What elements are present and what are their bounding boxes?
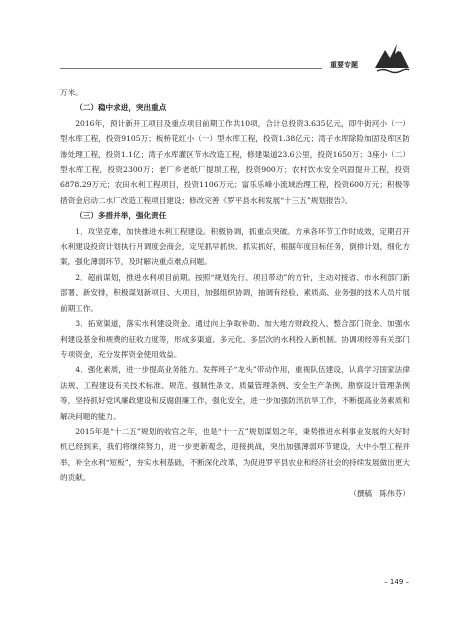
section-heading-2: （二）稳中求进，突出重点 — [75, 103, 167, 113]
section-label: 重要专题 — [330, 61, 358, 69]
paragraph-point-3: 3．拓宽渠道，落实水利建设资金。通过向上争取补助、加大地方财政投入、整合部门资金、加强水利建设基金和规费的征收力度等，形成多渠道、多元化、多层次的水利投入新机制。协调项经等有关部门专项资金，充分发挥资金使用效益。 — [60, 319, 410, 359]
paragraph-continued: 万米。 — [60, 88, 83, 97]
article-body — [60, 85, 410, 501]
paragraph-point-2: 2．超前谋划，推进水利项目前期。按照“规划先行、项目带动”的方针，主动对接省、市水利部门新部署、新安排，积极谋划新项目、大项目，加强组织协调，抽调有经验、素质高、业务强的技术人员片展前期工作。 — [60, 272, 410, 313]
header-rule — [60, 68, 322, 69]
paragraph-point-4: 4．强化素质，进一步提高业务能力。发挥班子“龙头”带动作用，重视队伍建设，认真学习国家法律法规、工程建设有关技术标准、规范、强制性条文、质量管理条例、安全生产条例、勘察设计管理条例等，坚持抓好党风廉政建设和反腐倡廉工作，强化安全，进一步加强防汛抗旱工作，不断提高业务素质和解决问题的能力。 — [60, 365, 410, 421]
paragraph-projects: 2016年，预计新开工项目及重点项目前期工作共10项，合计总投资3.635亿元，即牛街河小（一）型水库工程，投资9105万；板桥花红小（一）型水库工程，投资1.38亿元；湾子水库除险加固及库区防渗处理工程，投资1.1亿；湾子水库灌区节水改造工程，修建渠道23.6公里，投资1650万；3座小（二）型水库工程，投资2300万；老厂乡老纸厂提坝工程，投资900万；农村饮水安全巩固提升工程，投资6878.29万元；农田水利工程项目，投资1106万元；富乐乐峰小流域治理工程，投资600万元；积极等措资金启动二水厂改造工程项目建设；修改完善《罗平县水利发展“十三五”规划报告》。 — [60, 118, 410, 205]
mountain-water-emblem-icon — [373, 38, 411, 74]
author-signature: （撰稿 陈伟芬） — [349, 488, 410, 498]
page-number: – 149 – — [384, 578, 409, 586]
paragraph-point-1: 1．攻坚克难，加快推进水利工程建设。积极协调，抓重点突破。方承各环节工作时成效，定期召开水利建设投资计划执行月调度会商会，定见抓早抓快、抓实抓好，根据年度目标任务，倒排计划，细化方案，强化薄弱环节，及时解决重点难点问题。 — [60, 226, 410, 267]
section-heading-3: （三）多措并举，强化责任 — [75, 211, 167, 221]
page-header — [0, 38, 471, 70]
paragraph-conclusion: 2015年是“十二五”规划的收官之年，也是“十一五”规划谋划之年，秉势推进水利事业发展的大好时机已经到来，我们将继续努力，进一步更新观念，迎接挑战，突出加强薄弱环节建设，大中小型工程并举，补全水利“短板”，夯实水利基础，不断深化改革，为促进罗平县农业和经济社会的持续发展做出更大的贡献。 — [60, 426, 410, 483]
